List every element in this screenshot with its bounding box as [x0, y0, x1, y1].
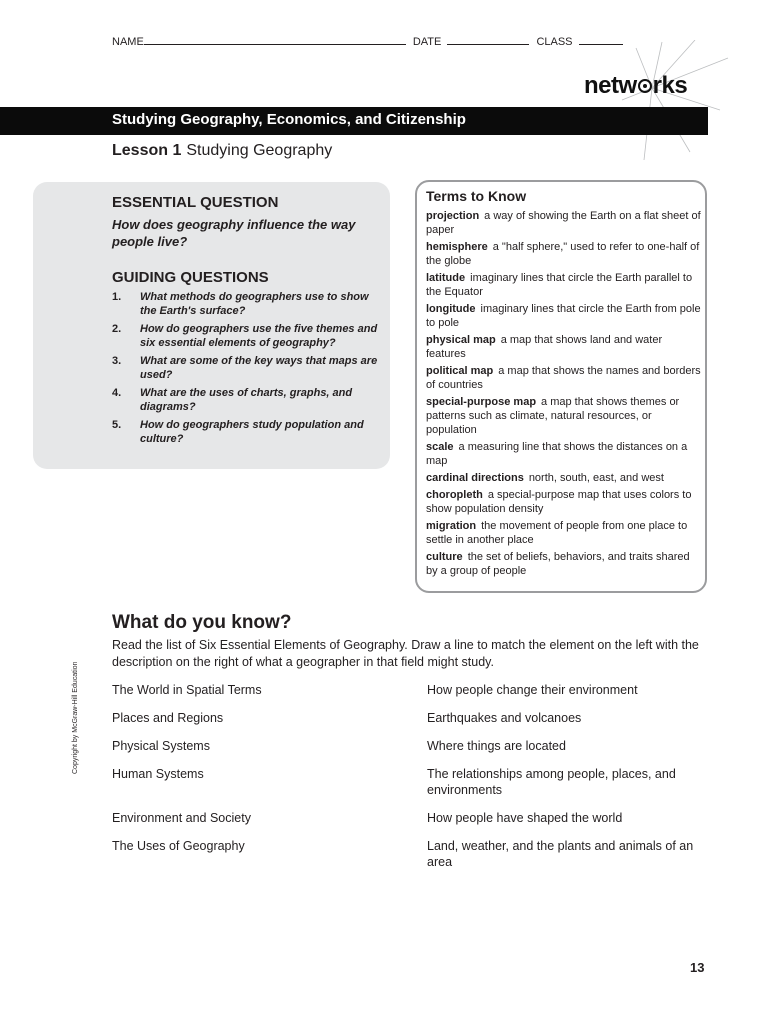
description-item[interactable]: Land, weather, and the plants and animals of an area — [427, 839, 694, 869]
guiding-question: 3. What are some of the key ways that maps are used? — [112, 355, 378, 381]
networks-logo: netw rks — [584, 72, 688, 99]
guiding-question: 5. How do geographers study population and culture? — [112, 419, 364, 445]
term-entry: scale a measuring line that shows the distances on a map — [426, 441, 688, 467]
element-item[interactable]: Physical Systems — [112, 739, 210, 753]
name-label: NAME — [112, 36, 144, 48]
date-label: DATE — [412, 36, 442, 48]
unit-title: Studying Geography, Economics, and Citizenship — [112, 111, 466, 128]
page-number: 13 — [690, 960, 705, 975]
term-entry: special-purpose map a map that shows themes or patterns such as climate, natural resources, or population — [426, 396, 680, 436]
matching-instructions: Read the list of Six Essential Elements of Geography. Draw a line to match the element on the left with the description on the right of what a geographer in that field might study. — [112, 638, 699, 669]
term-entry: projection a way of showing the Earth on a flat sheet of paper — [426, 210, 701, 236]
lesson-number: Lesson 1 — [112, 142, 182, 159]
lesson-heading — [112, 142, 332, 160]
essential-question-heading: ESSENTIAL QUESTION — [112, 194, 279, 211]
guiding-question: 1. What methods do geographers use to show the Earth's surface? — [112, 291, 369, 317]
name-blank[interactable] — [144, 34, 406, 45]
description-item[interactable]: How people change their environment — [427, 683, 638, 697]
terms-list — [426, 209, 702, 581]
term-entry: longitude imaginary lines that circle the Earth from pole to pole — [426, 303, 701, 329]
term-entry: migration the movement of people from one place to settle in another place — [426, 520, 688, 546]
copyright-notice: Copyright by McGraw-Hill Education — [72, 661, 79, 774]
what-do-you-know-heading: What do you know? — [112, 612, 292, 633]
terms-heading: Terms to Know — [426, 188, 527, 204]
term-entry: cardinal directions north, south, east, and west — [426, 472, 664, 484]
guiding-question: 2. How do geographers use the five themes and six essential elements of geography? — [112, 323, 378, 349]
element-item[interactable]: Human Systems — [112, 767, 204, 781]
globe-icon — [638, 79, 652, 93]
element-item[interactable]: Places and Regions — [112, 711, 224, 725]
date-blank[interactable] — [447, 34, 529, 45]
lesson-title: Studying Geography — [186, 142, 333, 159]
student-info-line — [112, 34, 632, 48]
class-label: CLASS — [536, 36, 573, 48]
term-entry: hemisphere a "half sphere," used to refer to one-half of the globe — [426, 241, 700, 267]
description-item[interactable]: The relationships among people, places, and environments — [427, 767, 676, 797]
guiding-questions-heading: GUIDING QUESTIONS — [112, 269, 269, 286]
element-item[interactable]: The World in Spatial Terms — [112, 683, 262, 697]
guiding-question: 4. What are the uses of charts, graphs, and diagrams? — [112, 387, 353, 413]
guiding-questions-list — [112, 290, 384, 450]
term-entry: latitude imaginary lines that circle the Earth parallel to the Equator — [426, 272, 693, 298]
term-entry: physical map a map that shows land and water features — [426, 334, 663, 360]
term-entry: choropleth a special-purpose map that uses colors to show population density — [426, 489, 692, 515]
decorative-burst-lines — [600, 40, 768, 170]
term-entry: culture the set of beliefs, behaviors, and traits shared by a group of people — [426, 551, 690, 577]
term-entry: political map a map that shows the names and borders of countries — [426, 365, 701, 391]
essential-question-text: How does geography influence the way people live? — [112, 217, 356, 249]
element-item[interactable]: The Uses of Geography — [112, 839, 245, 853]
description-item[interactable]: Where things are located — [427, 739, 566, 753]
element-item[interactable]: Environment and Society — [112, 811, 251, 825]
description-item[interactable]: Earthquakes and volcanoes — [427, 711, 582, 725]
description-item[interactable]: How people have shaped the world — [427, 811, 623, 825]
